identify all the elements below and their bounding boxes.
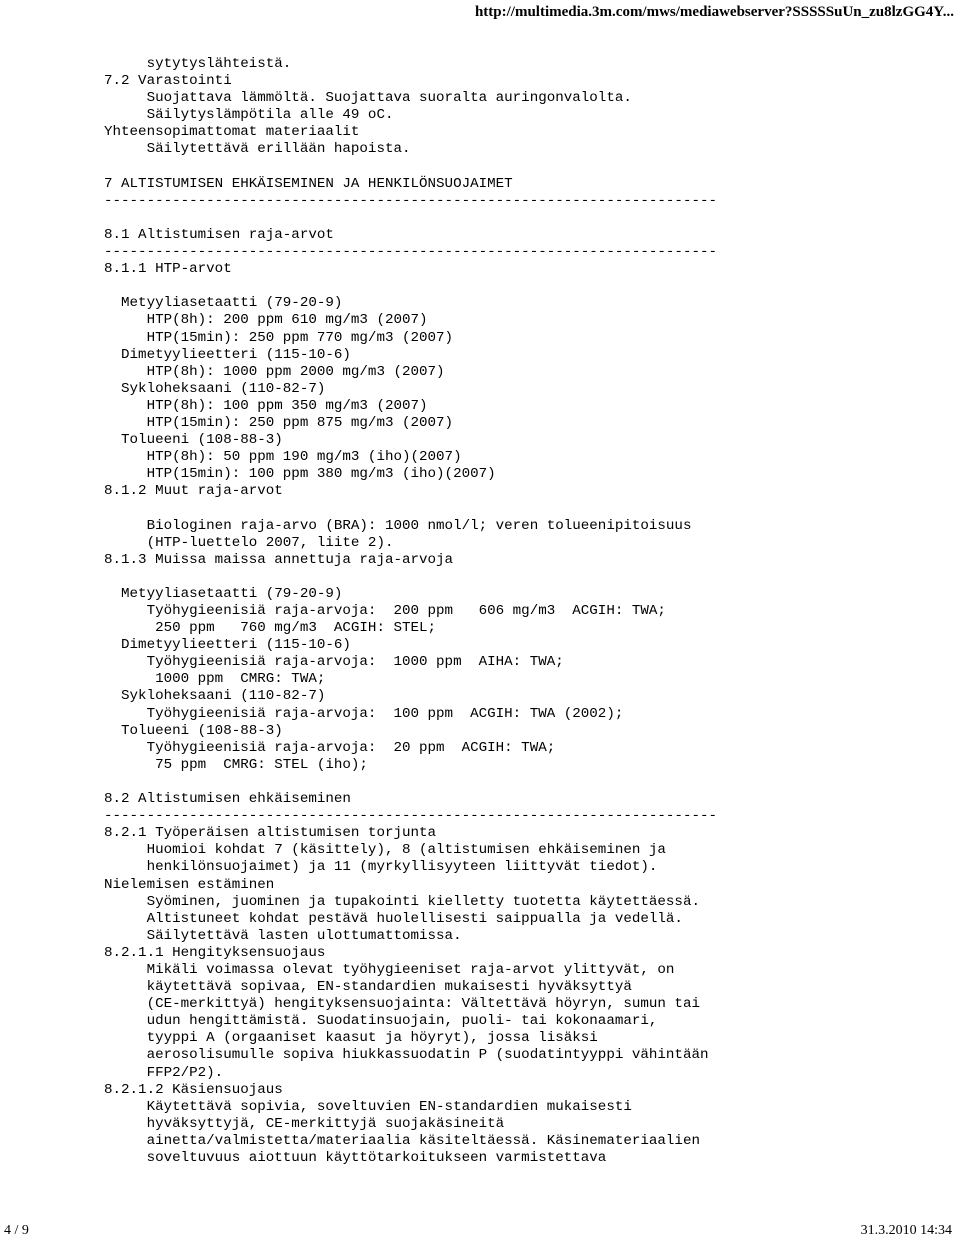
document-body xyxy=(104,56,954,1167)
text-line: Nielemisen estäminen xyxy=(104,876,275,893)
text-line: (CE-merkittyä) hengityksensuojainta: Vältettävä höyryn, sumun tai xyxy=(104,996,700,1013)
text-line: HTP(8h): 1000 ppm 2000 mg/m3 (2007) xyxy=(104,363,445,380)
text-line: Suojattava lämmöltä. Suojattava suoralta auringonvalolta. xyxy=(104,90,632,107)
text-line: 7.2 Varastointi xyxy=(104,73,232,90)
text-line: 1000 ppm CMRG: TWA; xyxy=(104,671,326,688)
text-line: Mikäli voimassa olevat työhygieeniset raja-arvot ylittyvät, on xyxy=(104,961,675,978)
text-line: Dimetyylieetteri (115-10-6) xyxy=(104,346,351,363)
text-line: HTP(8h): 100 ppm 350 mg/m3 (2007) xyxy=(104,397,428,414)
text-line: henkilönsuojaimet) ja 11 (myrkyllisyyteen liittyvät tiedot). xyxy=(104,859,658,876)
text-line: 8.2 Altistumisen ehkäiseminen xyxy=(104,791,351,808)
text-line: Työhygieenisiä raja-arvoja: 100 ppm ACGIH: TWA (2002); xyxy=(104,705,624,722)
text-line: Sykloheksaani (110-82-7) xyxy=(104,688,326,705)
section-divider: ------------------------------------------------------------------------ xyxy=(104,808,717,825)
text-line: 8.1.3 Muissa maissa annettuja raja-arvoja xyxy=(104,551,454,568)
text-line: (HTP-luettelo 2007, liite 2). xyxy=(104,534,394,551)
text-line: Työhygieenisiä raja-arvoja: 1000 ppm AIHA: TWA; xyxy=(104,654,564,671)
text-line: 8.1 Altistumisen raja-arvot xyxy=(104,226,334,243)
text-line: HTP(15min): 250 ppm 875 mg/m3 (2007) xyxy=(104,414,454,431)
text-line: 8.1.2 Muut raja-arvot xyxy=(104,483,283,500)
page-number: 4 / 9 xyxy=(4,1223,29,1238)
text-line: sytytyslähteistä. xyxy=(104,56,292,72)
text-line: HTP(15min): 250 ppm 770 mg/m3 (2007) xyxy=(104,329,454,346)
text-line: 8.2.1 Työperäisen altistumisen torjunta xyxy=(104,825,437,842)
section-divider: ------------------------------------------------------------------------ xyxy=(104,192,717,209)
text-line: Tolueeni (108-88-3) xyxy=(104,432,283,449)
text-line: Käytettävä sopivia, soveltuvien EN-standardien mukaisesti xyxy=(104,1098,632,1115)
text-line: 75 ppm CMRG: STEL (iho); xyxy=(104,756,368,773)
text-line: Säilytettävä lasten ulottumattomissa. xyxy=(104,927,462,944)
text-line: HTP(8h): 200 ppm 610 mg/m3 (2007) xyxy=(104,312,428,329)
text-line: hyväksyttyjä, CE-merkittyjä suojakäsineitä xyxy=(104,1115,505,1132)
text-line: 250 ppm 760 mg/m3 ACGIH: STEL; xyxy=(104,620,437,637)
text-line: Tolueeni (108-88-3) xyxy=(104,722,283,739)
blank-line xyxy=(104,278,954,295)
text-line: Altistuneet kohdat pestävä huolellisesti saippualla ja vedellä. xyxy=(104,910,683,927)
text-line: HTP(8h): 50 ppm 190 mg/m3 (iho)(2007) xyxy=(104,449,462,466)
text-line: Työhygieenisiä raja-arvoja: 20 ppm ACGIH: TWA; xyxy=(104,739,556,756)
text-line: tyyppi A (orgaaniset kaasut ja höyryt), jossa lisäksi xyxy=(104,1030,598,1047)
text-line: Biologinen raja-arvo (BRA): 1000 nmol/l; veren tolueenipitoisuus xyxy=(104,517,692,534)
text-line: Metyyliasetaatti (79-20-9) xyxy=(104,585,343,602)
text-line: Säilytettävä erillään hapoista. xyxy=(104,141,411,158)
text-line: Työhygieenisiä raja-arvoja: 200 ppm 606 mg/m3 ACGIH: TWA; xyxy=(104,603,666,619)
text-line: Metyyliasetaatti (79-20-9) xyxy=(104,295,343,312)
text-line: aerosolisumulle sopiva hiukkassuodatin P (suodatintyyppi vähintään xyxy=(104,1047,709,1064)
text-line: udun hengittämistä. Suodatinsuojain, puoli- tai kokonaamari, xyxy=(104,1013,658,1030)
text-line: Syöminen, juominen ja tupakointi kielletty tuotetta käytettäessä. xyxy=(104,893,700,910)
print-datetime: 31.3.2010 14:34 xyxy=(860,1223,952,1238)
section-divider: ------------------------------------------------------------------------ xyxy=(104,244,717,261)
blank-line xyxy=(104,159,954,176)
print-header-url: http://multimedia.3m.com/mws/mediawebserver?SSSSSuUn_zu8lzGG4Y... xyxy=(474,4,954,20)
text-line: soveltuvuus aiottuun käyttötarkoitukseen varmistettava xyxy=(104,1150,607,1166)
text-line: Yhteensopimattomat materiaalit xyxy=(104,124,360,141)
text-line: 7 ALTISTUMISEN EHKÄISEMINEN JA HENKILÖNSUOJAIMET xyxy=(104,175,513,192)
blank-line xyxy=(104,500,954,517)
text-line: Säilytyslämpötila alle 49 oC. xyxy=(104,107,394,124)
text-line: Sykloheksaani (110-82-7) xyxy=(104,380,326,397)
text-line: Dimetyylieetteri (115-10-6) xyxy=(104,637,351,654)
text-line: HTP(15min): 100 ppm 380 mg/m3 (iho)(2007) xyxy=(104,466,496,483)
blank-line xyxy=(104,210,954,227)
text-line: 8.1.1 HTP-arvot xyxy=(104,261,232,278)
text-line: 8.2.1.1 Hengityksensuojaus xyxy=(104,944,326,961)
text-line: FFP2/P2). xyxy=(104,1064,224,1081)
text-line: käytettävä sopivaa, EN-standardien mukaisesti hyväksyttyä xyxy=(104,979,632,996)
blank-line xyxy=(104,569,954,586)
blank-line xyxy=(104,774,954,791)
text-line: ainetta/valmistetta/materiaalia käsiteltäessä. Käsinemateriaalien xyxy=(104,1132,700,1149)
text-line: 8.2.1.2 Käsiensuojaus xyxy=(104,1081,283,1098)
text-line: Huomioi kohdat 7 (käsittely), 8 (altistumisen ehkäiseminen ja xyxy=(104,842,666,859)
